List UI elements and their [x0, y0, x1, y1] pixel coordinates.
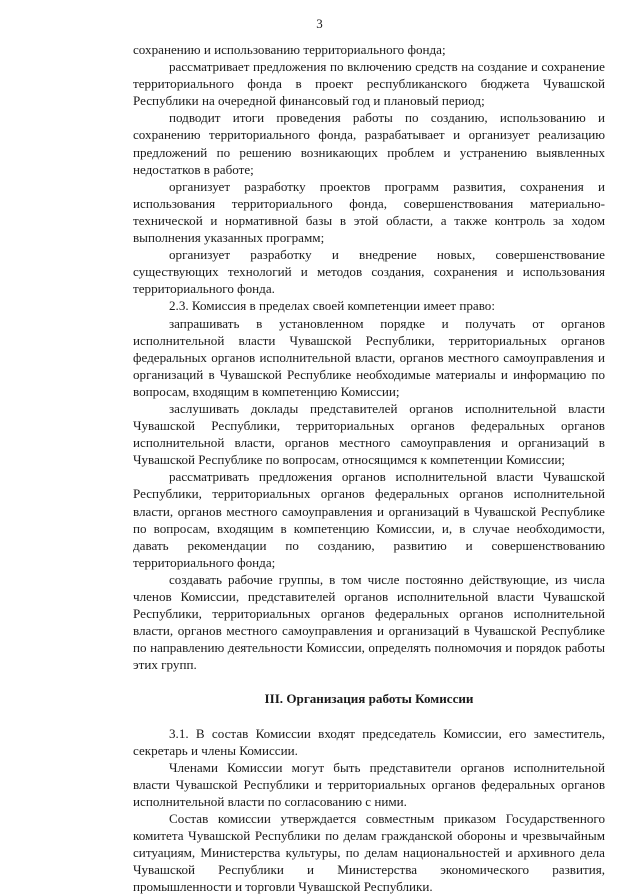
document-body	[133, 41, 605, 896]
section-2-paragraphs	[133, 41, 605, 673]
page-number: 3	[316, 16, 323, 31]
paragraph: организует разработку проектов программ развития, сохранения и использования территориального фонда, совершенствования материально-технической и нормативной базы в этой области, а также контроль за ходом выполнения указанных программ;	[133, 178, 605, 246]
paragraph: рассматривать предложения органов исполнительной власти Чувашской Республики, территориальных органов федеральных органов исполнительной власти, органов местного самоуправления и организаций в Чувашской Республике по вопросам, входящим в компетенцию Комиссии, и, в случае необходимости, давать рекомендации по созданию, развитию и совершенствованию территориального фонда;	[133, 469, 605, 570]
paragraph: организует разработку и внедрение новых, совершенствование существующих технологий и методов создания, сохранения и использования территориального фонда.	[133, 247, 605, 297]
clause-2-3: 2.3. Комиссия в пределах своей компетенции имеет право:	[169, 298, 495, 314]
section-heading: III. Организация работы Комиссии	[264, 691, 474, 707]
section-3-paragraphs	[133, 725, 605, 896]
paragraph: создавать рабочие группы, в том числе постоянно действующие, из числа членов Комиссии, представителей органов исполнительной власти Чувашской Республики, территориальных органов федеральных органов исполнительной власти, органов местного самоуправления и организаций в Чувашской Республике по направлению деятельности Комиссии, определять полномочия и порядок работы этих групп.	[133, 571, 605, 673]
paragraph: Состав комиссии утверждается совместным приказом Государственного комитета Чувашской Республики по делам гражданской обороны и чрезвычайным ситуациям, Министерства культуры, по делам национальностей и архивного дела Чувашской Республики и Министерства экономического развития, промышленности и торговли Чувашской Республики.	[133, 811, 605, 895]
clause-3-1: 3.1. В состав Комиссии входят председатель Комиссии, его заместитель, секретарь и члены Комиссии.	[133, 725, 605, 758]
paragraph: подводит итоги проведения работы по созданию, использованию и сохранению территориального фонда, разрабатывает и организует реализацию предложений по решению возникающих проблем и устранению выявленных недостатков в работе;	[133, 110, 605, 177]
paragraph: заслушивать доклады представителей органов исполнительной власти Чувашской Республики, территориальных органов федеральных органов исполнительной власти, органов местного самоуправления и организаций в Чувашской Республике по вопросам, относящимся к компетенции Комиссии;	[133, 400, 605, 468]
paragraph: рассматривает предложения по включению средств на создание и сохранение территориального фонда в проект республиканского бюджета Чувашской Республики на очередной финансовый год и плановый период;	[133, 59, 605, 109]
paragraph: запрашивать в установленном порядке и получать от органов исполнительной власти Чувашской Республики, территориальных органов федеральных органов исполнительной власти, органов местного самоуправления и организаций в Чувашской Республике необходимые материалы и информацию по вопросам, входящим в компетенцию Комиссии;	[133, 315, 605, 399]
paragraph: Членами Комиссии могут быть представители органов исполнительной власти Чувашской Республики и территориальных органов федеральных органов исполнительной власти по согласованию с ними.	[133, 759, 605, 809]
paragraph: сохранению и использованию территориального фонда;	[133, 42, 446, 57]
